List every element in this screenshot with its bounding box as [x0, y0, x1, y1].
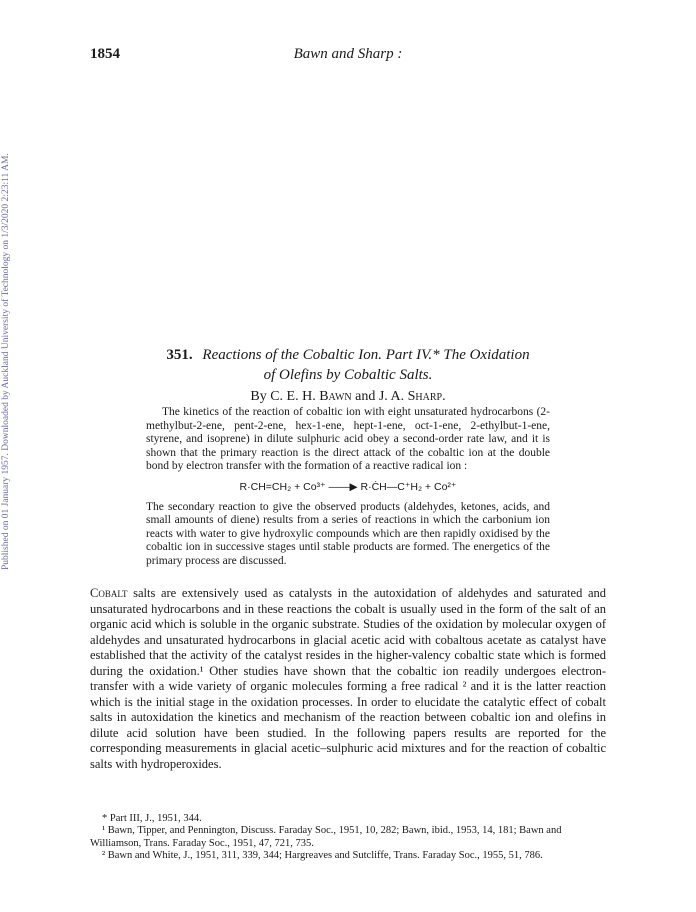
abstract-paragraph-1: The kinetics of the reaction of cobaltic ion with eight unsaturated hydrocarbons (2-methylbut-2-ene, pent-2-ene, hex-1-ene, hept-1-ene, oct-1-ene, 2-ethylbut-1-ene, styrene, and isoprene) in dilute sulphuric acid obey a second-order rate law, and it is shown that the primary reaction is the direct attack of the cobaltic ion at the double bond by electron transfer with the formation of a reactive radical ion :	[146, 406, 550, 473]
download-stamp	[1, 100, 17, 570]
article-title-part-2: of Olefins by Cobaltic Salts.	[263, 367, 433, 383]
body-text	[90, 586, 606, 772]
body-paragraph-text: salts are extensively used as catalysts in the autoxidation of aldehydes and saturated and unsaturated hydrocarbons and in these reactions the cobalt is usually used in the form of the salt of an organic acid which is soluble in the organic substrate. Studies of the oxidation by molecular oxygen of aldehydes and unsaturated hydrocarbons in glacial acetic acid with cobaltous acetate as catalyst have established that the activity of the catalyst resides in the higher-valency cobaltic state which is formed during the oxidation.¹ Other studies have shown that the cobaltic ion readily undergoes electron-transfer with a wide variety of organic molecules forming a free radical ² and it is the latter reaction which is the initial stage in the oxidation processes. In order to elucidate the catalytic effect of cobalt salts in autoxidation the kinetics and mechanism of the reaction between cobaltic ion and olefins in dilute acid solution have been studied. In the following papers results are reported for the corresponding measurements in glacial acetic–sulphuric acid mixtures and for the reaction of cobaltic salts with hydroperoxides.	[90, 586, 606, 771]
body-paragraph	[90, 586, 606, 772]
abstract	[146, 406, 550, 569]
page-number: 1854	[90, 46, 120, 62]
article-title-line-1	[100, 345, 596, 365]
article-title-line-2	[100, 365, 596, 385]
byline-by: By C. E. H.	[250, 389, 316, 404]
footnote-star: * Part III, J., 1951, 344.	[102, 813, 202, 824]
author-2-surname: Sharp.	[407, 389, 446, 404]
author-1-surname: Bawn	[319, 389, 352, 404]
byline	[100, 389, 596, 405]
byline-and: and J. A.	[355, 389, 405, 404]
article-title-part-1: Reactions of the Cobaltic Ion. Part IV.* The Oxidation	[202, 347, 530, 363]
footnote-2: ² Bawn and White, J., 1951, 311, 339, 344; Hargreaves and Sutcliffe, Trans. Faraday Soc., 1955, 51, 786.	[102, 849, 543, 861]
footnote-1: ¹ Bawn, Tipper, and Pennington, Discuss. Faraday Soc., 1951, 10, 282; Bawn, ibid., 1953, 14, 181; Bawn and Williamson, Trans. Faraday Soc., 1951, 47, 721, 735.	[90, 825, 562, 849]
article-title-block	[100, 345, 596, 405]
body-lead-word: Cobalt	[90, 586, 128, 600]
page-header	[90, 46, 606, 66]
running-head: Bawn and Sharp :	[293, 46, 403, 62]
article-number: 351.	[166, 347, 193, 363]
download-stamp-text: Published on 01 January 1957. Downloaded by Auckland University of Technology on 1/3/2020 2:23:11 AM.	[1, 153, 11, 570]
abstract-paragraph-2: The secondary reaction to give the observed products (aldehydes, ketones, acids, and small amounts of diene) results from a series of reactions in which the carbonium ion reacts with water to give hydroxylic compounds which are then rapidly oxidised by the cobaltic ion in successive stages until stable products are formed. The energetics of the primary process are discussed.	[146, 500, 550, 567]
footnotes	[90, 813, 606, 862]
reaction-equation: R·CH=CH₂ + Co³⁺ ——▶ R·ĊH—C⁺H₂ + Co²⁺	[239, 480, 457, 493]
